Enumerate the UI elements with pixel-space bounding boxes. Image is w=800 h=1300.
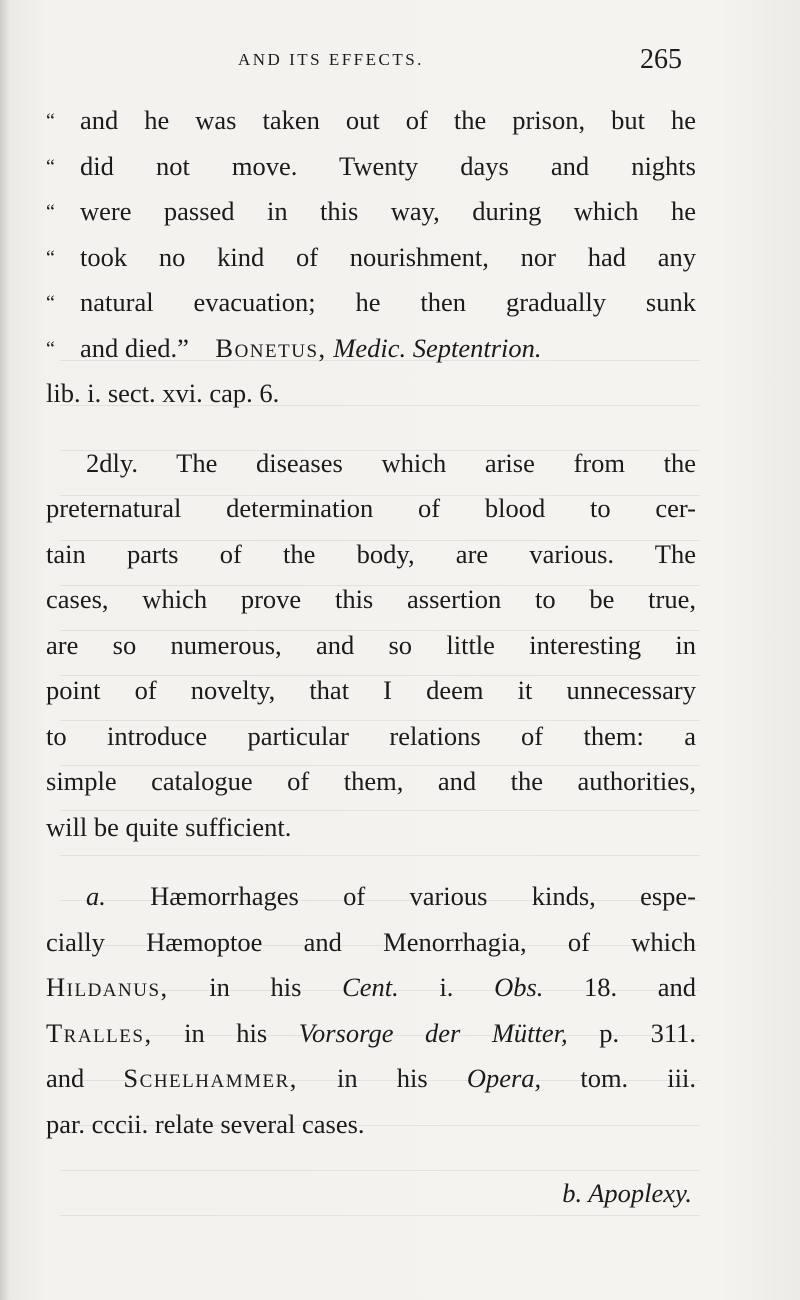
citation-text: p. 311. (599, 1017, 696, 1048)
paragraph-gap (46, 850, 696, 874)
list-label: a. (86, 881, 106, 911)
paragraph-line (46, 965, 696, 1011)
paragraph-line: cases, which prove this assertion to be true, (46, 584, 696, 614)
body-text (46, 98, 696, 1217)
page-header (0, 44, 800, 84)
paragraph-line: 2dly. The diseases which arise from the (86, 447, 696, 478)
paragraph-line: point of novelty, that I deem it unnecessary (46, 675, 696, 705)
quote-mark: “ (46, 246, 55, 269)
running-head: AND ITS EFFECTS. (238, 50, 424, 69)
quote-line (46, 98, 696, 144)
citation-text: in his (337, 1063, 428, 1093)
citation-author: Schelhammer, (123, 1063, 298, 1093)
quote-line (46, 144, 696, 190)
quote-line-text: took no kind of nourishment, nor had any (80, 241, 696, 272)
paragraph-a (46, 874, 696, 1147)
paragraph-2dly (46, 441, 696, 851)
citation-work: Obs. (494, 972, 544, 1002)
quote-line-text: and died.” (80, 332, 189, 363)
citation-work: Vorsorge der Mütter, (298, 1017, 568, 1048)
quote-line-text: were passed in this way, during which he (80, 196, 696, 226)
quote-mark: “ (46, 201, 55, 223)
citation-work: Opera, (466, 1063, 542, 1093)
paragraph-line: simple catalogue of them, and the authorities, (46, 766, 696, 796)
citation-work: Medic. Septentrion. (333, 332, 542, 363)
paragraph-gap (46, 417, 696, 441)
citation-reference: lib. i. sect. xvi. cap. 6. (46, 378, 280, 408)
page-number: 265 (640, 44, 682, 75)
quote-block (46, 98, 696, 417)
paragraph-line: preternatural determination of blood to cer- (46, 493, 696, 523)
citation-text: tom. iii. (580, 1063, 697, 1093)
quote-line-text: and he was taken out of the prison, but he (80, 105, 696, 135)
paragraph-line (46, 1056, 696, 1102)
citation-text: and (46, 1063, 85, 1093)
paragraph-gap (46, 1147, 696, 1171)
quote-line (46, 235, 696, 281)
paragraph-line: tain parts of the body, are various. The (46, 538, 696, 569)
quote-line-text: natural evacuation; he then gradually sunk (80, 287, 696, 317)
citation-text: 18. and (584, 972, 697, 1002)
citation-work: Cent. (342, 972, 399, 1002)
quote-line (46, 326, 696, 372)
paragraph-line: are so numerous, and so little interesting in (46, 629, 696, 660)
page-edge-shadow (0, 0, 10, 1300)
paragraph-line: to introduce particular relations of them: a (46, 720, 696, 751)
citation-author: Bonetus, (215, 332, 327, 363)
citation-text: in his (209, 972, 302, 1002)
paragraph-line-text: Hæmorrhages of various kinds, espe- (150, 881, 696, 911)
quote-mark: “ (46, 292, 55, 314)
paragraph-line (46, 1011, 696, 1057)
quote-mark: “ (46, 110, 55, 132)
paragraph-line (46, 874, 696, 920)
quote-mark: “ (46, 155, 55, 178)
citation-text: in his (184, 1017, 268, 1048)
quote-mark: “ (46, 337, 55, 360)
citation-text: i. (439, 972, 454, 1002)
quote-line (46, 189, 696, 235)
quote-line (46, 280, 696, 326)
paragraph-line: will be quite sufficient. (46, 811, 292, 842)
catchword-line (46, 1171, 696, 1217)
quote-line-text: did not move. Twenty days and nights (80, 150, 696, 181)
paragraph-line: cially Hæmoptoe and Menorrhagia, of which (46, 926, 696, 957)
catchword: b. Apoplexy. (562, 1178, 692, 1208)
paragraph-line: par. cccii. relate several cases. (46, 1108, 365, 1139)
citation-author: Hildanus, (46, 972, 169, 1002)
citation-author: Tralles, (46, 1017, 153, 1048)
